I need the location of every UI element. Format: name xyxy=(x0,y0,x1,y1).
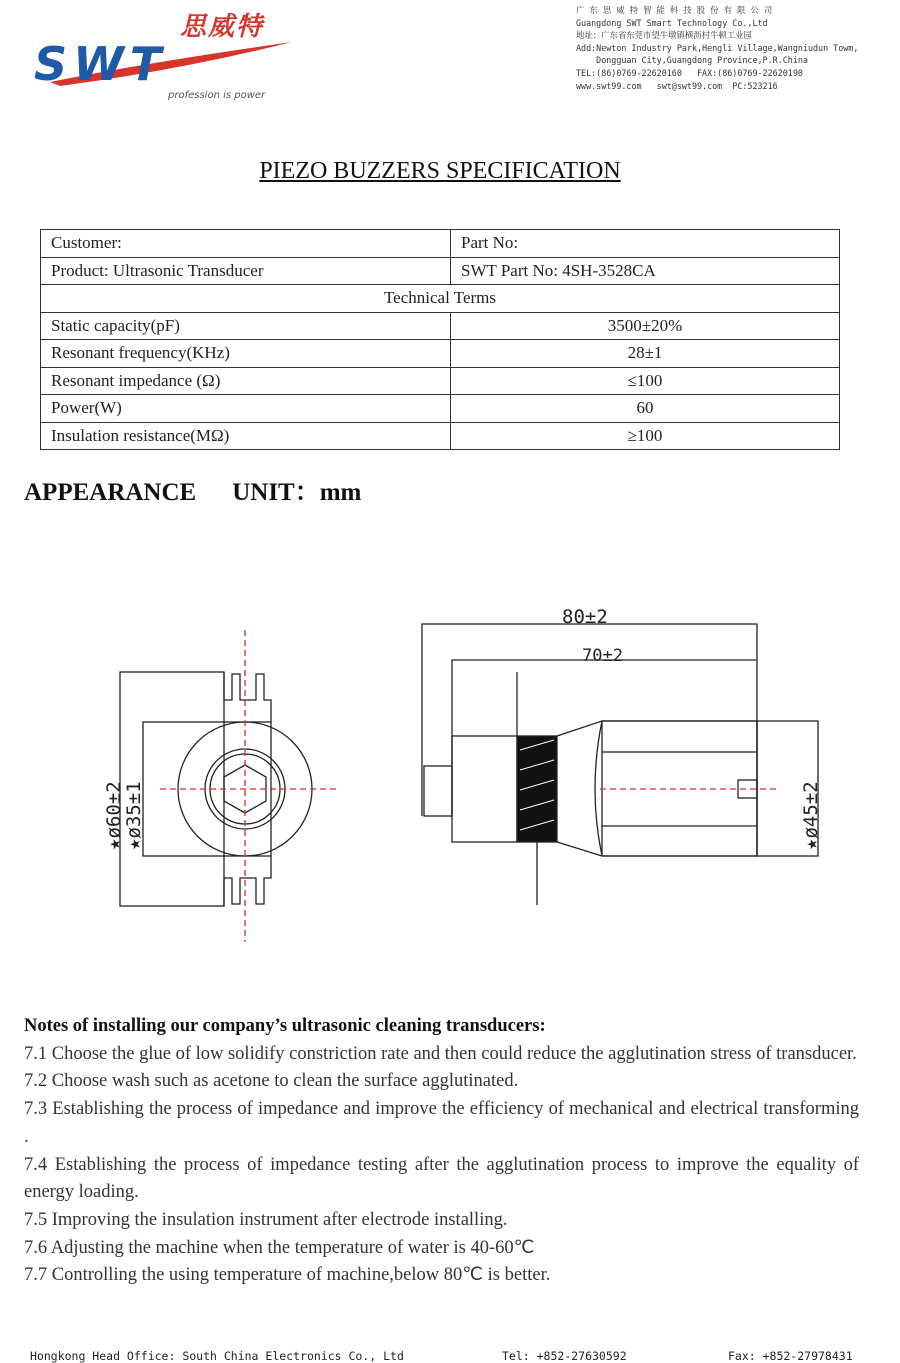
company-line: Guangdong SWT Smart Technology Co.,Ltd xyxy=(576,17,768,28)
table-row xyxy=(41,257,840,285)
logo-text: SWT xyxy=(34,40,168,90)
horn-taper xyxy=(557,721,757,856)
spec-label: Resonant impedance (Ω) xyxy=(41,367,451,395)
company-info xyxy=(576,4,858,92)
swt-part-no-cell: SWT Part No: 4SH-3528CA xyxy=(451,257,840,285)
note-item: 7.2 Choose wash such as acetone to clean the surface agglutinated. xyxy=(24,1071,519,1092)
spec-table xyxy=(40,229,840,450)
company-line: 广 东 思 威 特 智 能 科 技 股 份 有 限 公 司 xyxy=(576,5,773,15)
company-line: TEL:(86)0769-22620160 FAX:(86)0769-22620190 xyxy=(576,67,803,78)
spec-value: 3500±20% xyxy=(451,312,840,340)
note-item: 7.5 Improving the insulation instrument after electrode installing. xyxy=(24,1209,508,1230)
notes-heading: Notes of installing our company’s ultrasonic cleaning transducers: xyxy=(24,1016,546,1036)
unit-label: UNIT：mm xyxy=(232,479,362,506)
dim-inner-dia: ★ø35±1 xyxy=(123,781,145,850)
company-line: www.swt99.com swt@swt99.com PC:523216 xyxy=(576,80,778,91)
table-row xyxy=(41,422,840,450)
spec-value: ≥100 xyxy=(451,422,840,450)
table-row xyxy=(41,285,840,313)
table-row xyxy=(41,340,840,368)
dim-head-dia: ★ø45±2 xyxy=(800,781,822,850)
company-line: Dongguan City,Guangdong Province,P.R.China xyxy=(576,55,808,66)
dim-length: 80±2 xyxy=(562,606,608,628)
spec-value: 60 xyxy=(451,395,840,423)
customer-cell: Customer: xyxy=(41,230,451,258)
appearance-label: APPEARANCE xyxy=(24,479,197,506)
table-row xyxy=(41,230,840,258)
bottom-tab xyxy=(224,856,271,906)
bolt-tail xyxy=(424,766,452,816)
footer-fax: Fax: +852-27978431 xyxy=(728,1349,853,1363)
note-item: 7.7 Controlling the using temperature of machine,below 80℃ is better. xyxy=(24,1265,551,1286)
table-row xyxy=(41,395,840,423)
appearance-heading xyxy=(24,472,397,508)
spec-label: Insulation resistance(MΩ) xyxy=(41,422,451,450)
logo-tagline: profession is power xyxy=(168,90,266,101)
transducer-drawing xyxy=(0,590,900,990)
back-mass xyxy=(452,736,517,842)
spec-value: ≤100 xyxy=(451,367,840,395)
dim-outer-dia: ★ø60±2 xyxy=(103,781,125,850)
company-line: Add:Newton Industry Park,Hengli Village,Wangniudun Towm, xyxy=(576,42,859,53)
note-item: 7.6 Adjusting the machine when the temperature of water is 40-60℃ xyxy=(24,1237,535,1258)
logo-chinese-name: 思威特 xyxy=(180,12,265,42)
company-line: 地址：广东省东莞市望牛墩镇横沥村牛顿工业园 xyxy=(576,30,752,41)
installation-notes xyxy=(24,1013,859,1290)
footer-office: Hongkong Head Office: South China Electronics Co., Ltd xyxy=(30,1349,404,1363)
spec-label: Resonant frequency(KHz) xyxy=(41,340,451,368)
dim-inner-length: 70±2 xyxy=(582,646,623,666)
technical-terms-heading: Technical Terms xyxy=(41,285,840,313)
table-row xyxy=(41,367,840,395)
company-logo xyxy=(30,6,310,106)
table-row xyxy=(41,312,840,340)
part-no-cell: Part No: xyxy=(451,230,840,258)
spec-value: 28±1 xyxy=(451,340,840,368)
note-item: 7.3 Establishing the process of impedance and improve the efficiency of mechanical and electrical transforming . xyxy=(24,1099,859,1147)
side-view xyxy=(422,606,822,905)
logo-swoosh-icon xyxy=(30,40,300,90)
document-title: PIEZO BUZZERS SPECIFICATION xyxy=(259,158,621,184)
note-item: 7.4 Establishing the process of impedance testing after the agglutination process to improve the equality of energy loading. xyxy=(24,1154,859,1203)
footer-tel: Tel: +852-27630592 xyxy=(502,1349,627,1363)
note-item: 7.1 Choose the glue of low solidify constriction rate and then could reduce the agglutination stress of transducer. xyxy=(24,1043,857,1064)
front-view xyxy=(103,630,340,942)
product-cell: Product: Ultrasonic Transducer xyxy=(41,257,451,285)
spec-label: Power(W) xyxy=(41,395,451,423)
spec-label: Static capacity(pF) xyxy=(41,312,451,340)
dim-70-bracket xyxy=(452,660,757,816)
top-tab xyxy=(224,672,271,722)
